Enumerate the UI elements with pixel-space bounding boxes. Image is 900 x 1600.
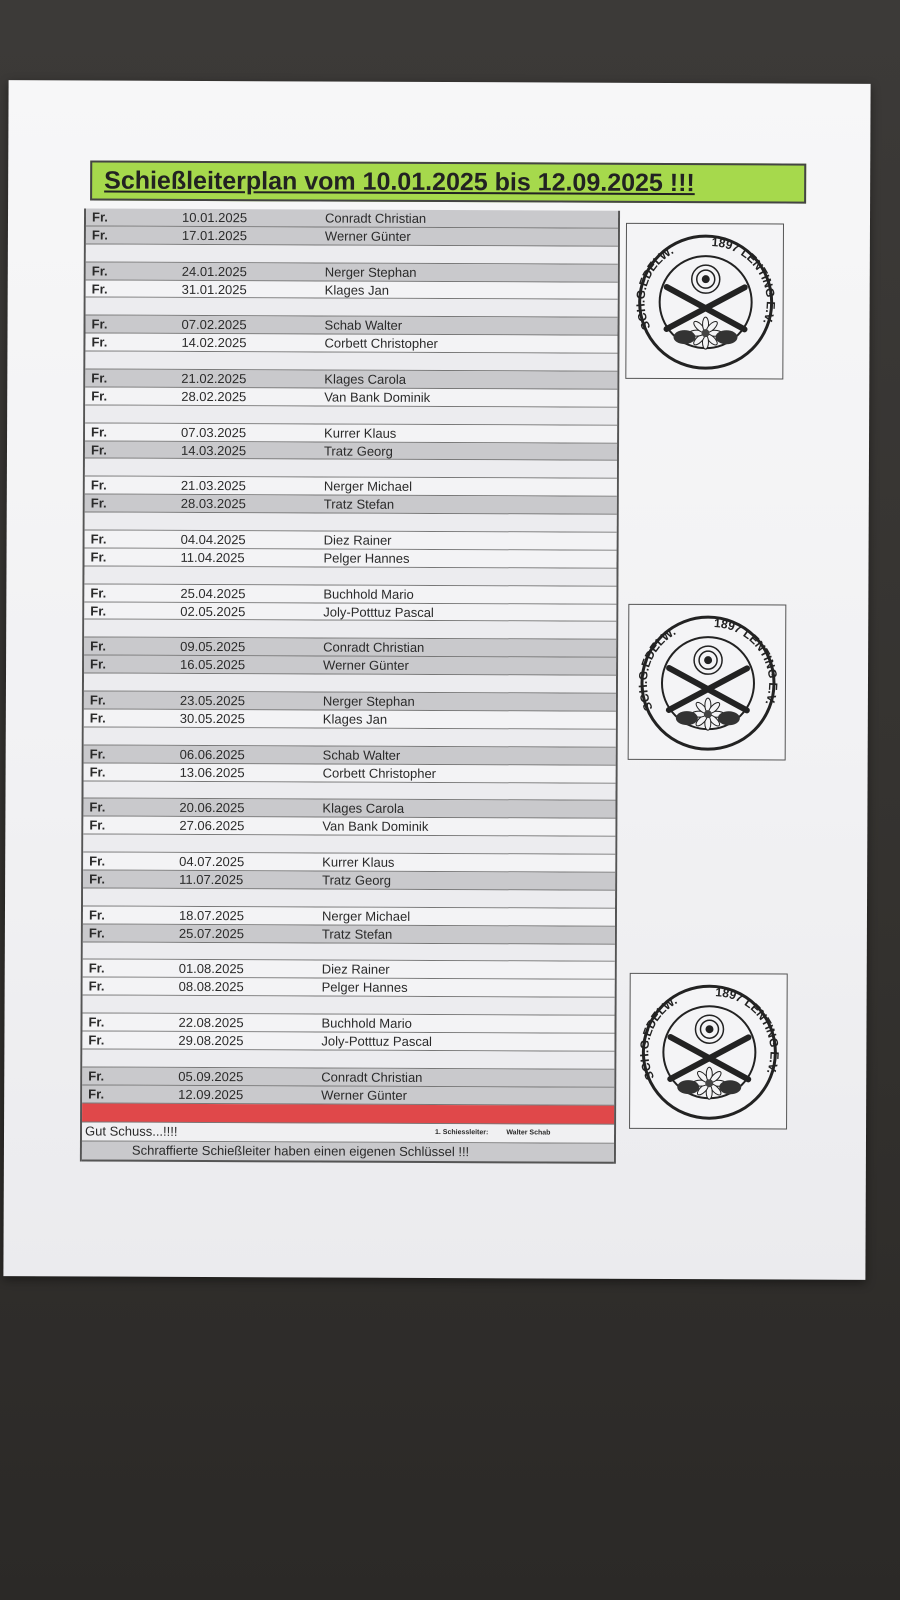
printed-sheet — [3, 80, 870, 1280]
row-shooting-leader: Tratz Georg — [322, 872, 392, 888]
row-day: Fr. — [89, 817, 106, 833]
row-date: 22.08.2025 — [178, 1014, 244, 1031]
key-note: Schraffierte Schießleiter haben einen eigenen Schlüssel !!! — [82, 1141, 614, 1163]
schedule-row — [85, 369, 617, 389]
row-shooting-leader: Pelger Hannes — [323, 550, 410, 566]
row-shooting-leader: Diez Rainer — [323, 532, 392, 548]
row-shooting-leader: Van Bank Dominik — [322, 818, 429, 835]
row-shooting-leader: Kurrer Klaus — [322, 854, 395, 870]
row-date: 09.05.2025 — [180, 639, 246, 655]
row-day: Fr. — [88, 1014, 105, 1030]
row-date: 12.09.2025 — [178, 1086, 244, 1102]
row-date: 29.08.2025 — [178, 1032, 244, 1049]
spacer-row — [83, 835, 615, 855]
row-day: Fr. — [88, 978, 105, 994]
schedule-row — [85, 334, 617, 354]
row-shooting-leader: Tratz Georg — [323, 443, 393, 459]
schedule-row — [82, 1085, 614, 1105]
row-shooting-leader: Joly-Potttuz Pascal — [321, 1033, 433, 1049]
spacer-row — [86, 244, 618, 264]
row-date: 31.01.2025 — [181, 281, 247, 297]
target-bullseye — [704, 656, 712, 664]
row-day: Fr. — [90, 549, 107, 565]
schedule-row — [84, 763, 616, 783]
schedule-row — [84, 548, 616, 568]
target-bullseye — [702, 275, 710, 283]
schedule-row — [83, 799, 615, 819]
oak-leaf-icon — [715, 330, 737, 344]
club-logo — [625, 223, 784, 380]
schedule-row — [85, 441, 617, 461]
schedule-row — [83, 870, 615, 890]
row-day: Fr. — [89, 764, 106, 780]
row-day: Fr. — [91, 280, 108, 297]
spacer-row — [83, 942, 615, 962]
row-date: 21.03.2025 — [180, 478, 246, 494]
row-date: 11.04.2025 — [180, 549, 245, 566]
row-day: Fr. — [89, 746, 106, 762]
oak-leaf-icon — [718, 711, 740, 725]
row-shooting-leader: Nerger Stephan — [322, 693, 415, 709]
row-date: 16.05.2025 — [180, 657, 246, 673]
row-shooting-leader: Kurrer Klaus — [324, 425, 397, 441]
emblem-text-left: SCH.G.EDELW. — [637, 993, 680, 1082]
row-day: Fr. — [88, 907, 105, 923]
row-date: 25.07.2025 — [178, 925, 245, 941]
spacer-row — [83, 888, 615, 908]
oak-leaf-icon — [673, 330, 695, 344]
club-logo — [629, 973, 788, 1130]
row-shooting-leader: Nerger Stephan — [324, 264, 417, 280]
row-date: 24.01.2025 — [181, 263, 247, 279]
spacer-row — [83, 781, 615, 801]
club-emblem-icon — [636, 979, 783, 1126]
row-date: 10.01.2025 — [181, 209, 248, 226]
row-day: Fr. — [88, 960, 105, 976]
row-shooting-leader: Tratz Stefan — [321, 926, 393, 942]
row-shooting-leader: Conradt Christian — [323, 639, 425, 656]
edelweiss-center — [705, 1079, 713, 1087]
spacer-row — [85, 459, 617, 479]
row-day: Fr. — [90, 477, 107, 493]
edelweiss-center — [704, 710, 712, 718]
schedule-row — [84, 602, 616, 622]
row-date: 25.04.2025 — [180, 585, 246, 601]
oak-leaf-icon — [719, 1080, 741, 1094]
row-day: Fr. — [90, 656, 107, 672]
schedule-row — [82, 1067, 614, 1087]
row-date: 08.08.2025 — [178, 979, 244, 995]
schedule-row — [86, 316, 618, 336]
row-date: 28.03.2025 — [180, 496, 246, 512]
schedule-row — [84, 638, 616, 658]
row-date: 20.06.2025 — [179, 800, 245, 816]
spacer-row — [85, 513, 617, 533]
schedule-row — [84, 745, 616, 765]
row-date: 21.02.2025 — [181, 370, 247, 387]
row-shooting-leader: Joly-Potttuz Pascal — [323, 604, 434, 620]
schedule-row — [84, 584, 616, 604]
club-logo — [628, 604, 787, 761]
row-date: 02.05.2025 — [180, 603, 246, 619]
row-shooting-leader: Corbett Christopher — [324, 335, 438, 352]
oak-leaf-icon — [676, 711, 698, 725]
row-day: Fr. — [91, 388, 108, 404]
row-date: 05.09.2025 — [178, 1068, 244, 1084]
row-shooting-leader: Pelger Hannes — [321, 979, 408, 996]
row-day: Fr. — [91, 227, 108, 243]
row-shooting-leader: Klages Carola — [322, 800, 405, 817]
row-day: Fr. — [91, 334, 108, 350]
schedule-row — [83, 960, 615, 980]
schedule-row — [86, 280, 618, 300]
row-date: 01.08.2025 — [178, 961, 244, 977]
emblem-text-right: 1897 LENTING E.V. — [711, 235, 778, 327]
row-day: Fr. — [89, 871, 106, 887]
schedule-row — [85, 530, 617, 550]
row-shooting-leader: Nerger Michael — [323, 478, 413, 495]
row-day: Fr. — [88, 1086, 105, 1102]
schedule-row — [86, 226, 618, 246]
club-emblem-icon — [635, 610, 782, 757]
spacer-row — [84, 566, 616, 586]
row-date: 04.04.2025 — [180, 531, 246, 548]
schedule-row — [85, 387, 617, 407]
edelweiss-center — [701, 329, 709, 337]
row-shooting-leader: Corbett Christopher — [322, 765, 437, 781]
row-day: Fr. — [90, 442, 107, 458]
spacer-row — [85, 405, 617, 425]
row-shooting-leader: Werner Günter — [323, 657, 409, 674]
row-shooting-leader: Schab Walter — [324, 317, 403, 334]
schedule-row — [83, 924, 615, 944]
row-day: Fr. — [90, 585, 107, 601]
row-date: 04.07.2025 — [179, 853, 245, 870]
row-shooting-leader: Conradt Christian — [321, 1069, 423, 1085]
row-shooting-leader: Werner Günter — [324, 228, 411, 244]
row-shooting-leader: Conradt Christian — [324, 210, 427, 226]
schedule-row — [85, 477, 617, 497]
leader-label: 1. Schiessleiter: — [435, 1129, 489, 1137]
row-date: 14.02.2025 — [181, 335, 247, 351]
schedule-row — [85, 495, 617, 515]
row-date: 14.03.2025 — [180, 442, 247, 458]
row-day: Fr. — [91, 370, 108, 386]
row-day: Fr. — [91, 316, 108, 332]
red-divider — [82, 1103, 614, 1124]
emblem-text-right: 1897 LENTING E.V. — [714, 985, 782, 1077]
row-shooting-leader: Tratz Stefan — [323, 496, 395, 512]
row-date: 06.06.2025 — [179, 746, 245, 762]
row-shooting-leader: Buchhold Mario — [321, 1015, 412, 1031]
row-day: Fr. — [89, 692, 106, 708]
row-day: Fr. — [90, 638, 107, 654]
schedule-row — [83, 817, 615, 837]
row-shooting-leader: Schab Walter — [322, 747, 401, 763]
row-shooting-leader: Buchhold Mario — [323, 586, 414, 602]
row-day: Fr. — [91, 209, 108, 225]
oak-leaf-icon — [677, 1080, 699, 1094]
schedule-row — [82, 1031, 614, 1051]
club-emblem-icon — [632, 229, 779, 376]
row-day: Fr. — [91, 263, 108, 279]
row-date: 07.02.2025 — [181, 317, 247, 333]
row-shooting-leader: Van Bank Dominik — [324, 389, 431, 405]
spacer-row — [85, 352, 617, 372]
spacer-row — [84, 620, 616, 640]
emblem-text-left: SCH.G.EDELW. — [635, 624, 679, 713]
row-shooting-leader: Werner Günter — [321, 1087, 407, 1103]
greeting: Gut Schuss...!!!! — [84, 1123, 178, 1139]
schedule-row — [84, 692, 616, 712]
row-shooting-leader: Klages Jan — [322, 711, 388, 727]
row-day: Fr. — [90, 495, 107, 511]
row-day: Fr. — [88, 1068, 105, 1084]
row-shooting-leader: Nerger Michael — [321, 908, 411, 924]
schedule-row — [86, 262, 618, 282]
emblem-text-left: SCH.G.EDELW. — [633, 243, 676, 332]
emblem-text-right: 1897 LENTING E.V. — [713, 616, 781, 708]
spacer-row — [84, 727, 616, 747]
spacer-row — [82, 1049, 614, 1069]
row-day: Fr. — [89, 799, 106, 815]
row-day: Fr. — [90, 603, 107, 619]
row-date: 30.05.2025 — [179, 710, 245, 727]
schedule-row — [86, 208, 618, 228]
schedule-row — [83, 906, 615, 926]
footer-row — [82, 1122, 614, 1143]
row-date: 11.07.2025 — [179, 871, 244, 888]
row-date: 17.01.2025 — [181, 227, 248, 243]
plan-title: Schießleiterplan vom 10.01.2025 bis 12.09.2025 !!! — [90, 160, 806, 203]
row-date: 13.06.2025 — [179, 764, 245, 780]
row-day: Fr. — [89, 710, 106, 726]
row-day: Fr. — [88, 1032, 105, 1048]
row-shooting-leader: Klages Jan — [324, 282, 390, 298]
schedule-row — [83, 978, 615, 998]
spacer-row — [83, 996, 615, 1016]
spacer-row — [86, 298, 618, 318]
row-day: Fr. — [90, 531, 107, 547]
row-day: Fr. — [88, 925, 105, 941]
schedule-row — [85, 423, 617, 443]
row-shooting-leader: Klages Carola — [324, 371, 407, 387]
row-day: Fr. — [89, 853, 106, 869]
leader-name: Walter Schab — [506, 1129, 551, 1137]
schedule-row — [83, 853, 615, 873]
row-shooting-leader: Diez Rainer — [321, 961, 390, 978]
schedule-row — [84, 656, 616, 676]
row-date: 27.06.2025 — [179, 818, 245, 834]
schedule-row — [82, 1014, 614, 1034]
spacer-row — [84, 674, 616, 694]
target-bullseye — [705, 1025, 713, 1033]
schedule-table — [80, 208, 620, 1163]
schedule-row — [84, 709, 616, 729]
row-date: 07.03.2025 — [181, 424, 247, 440]
row-day: Fr. — [91, 424, 108, 440]
row-date: 28.02.2025 — [181, 388, 247, 405]
row-date: 18.07.2025 — [178, 907, 245, 923]
row-date: 23.05.2025 — [179, 692, 246, 709]
